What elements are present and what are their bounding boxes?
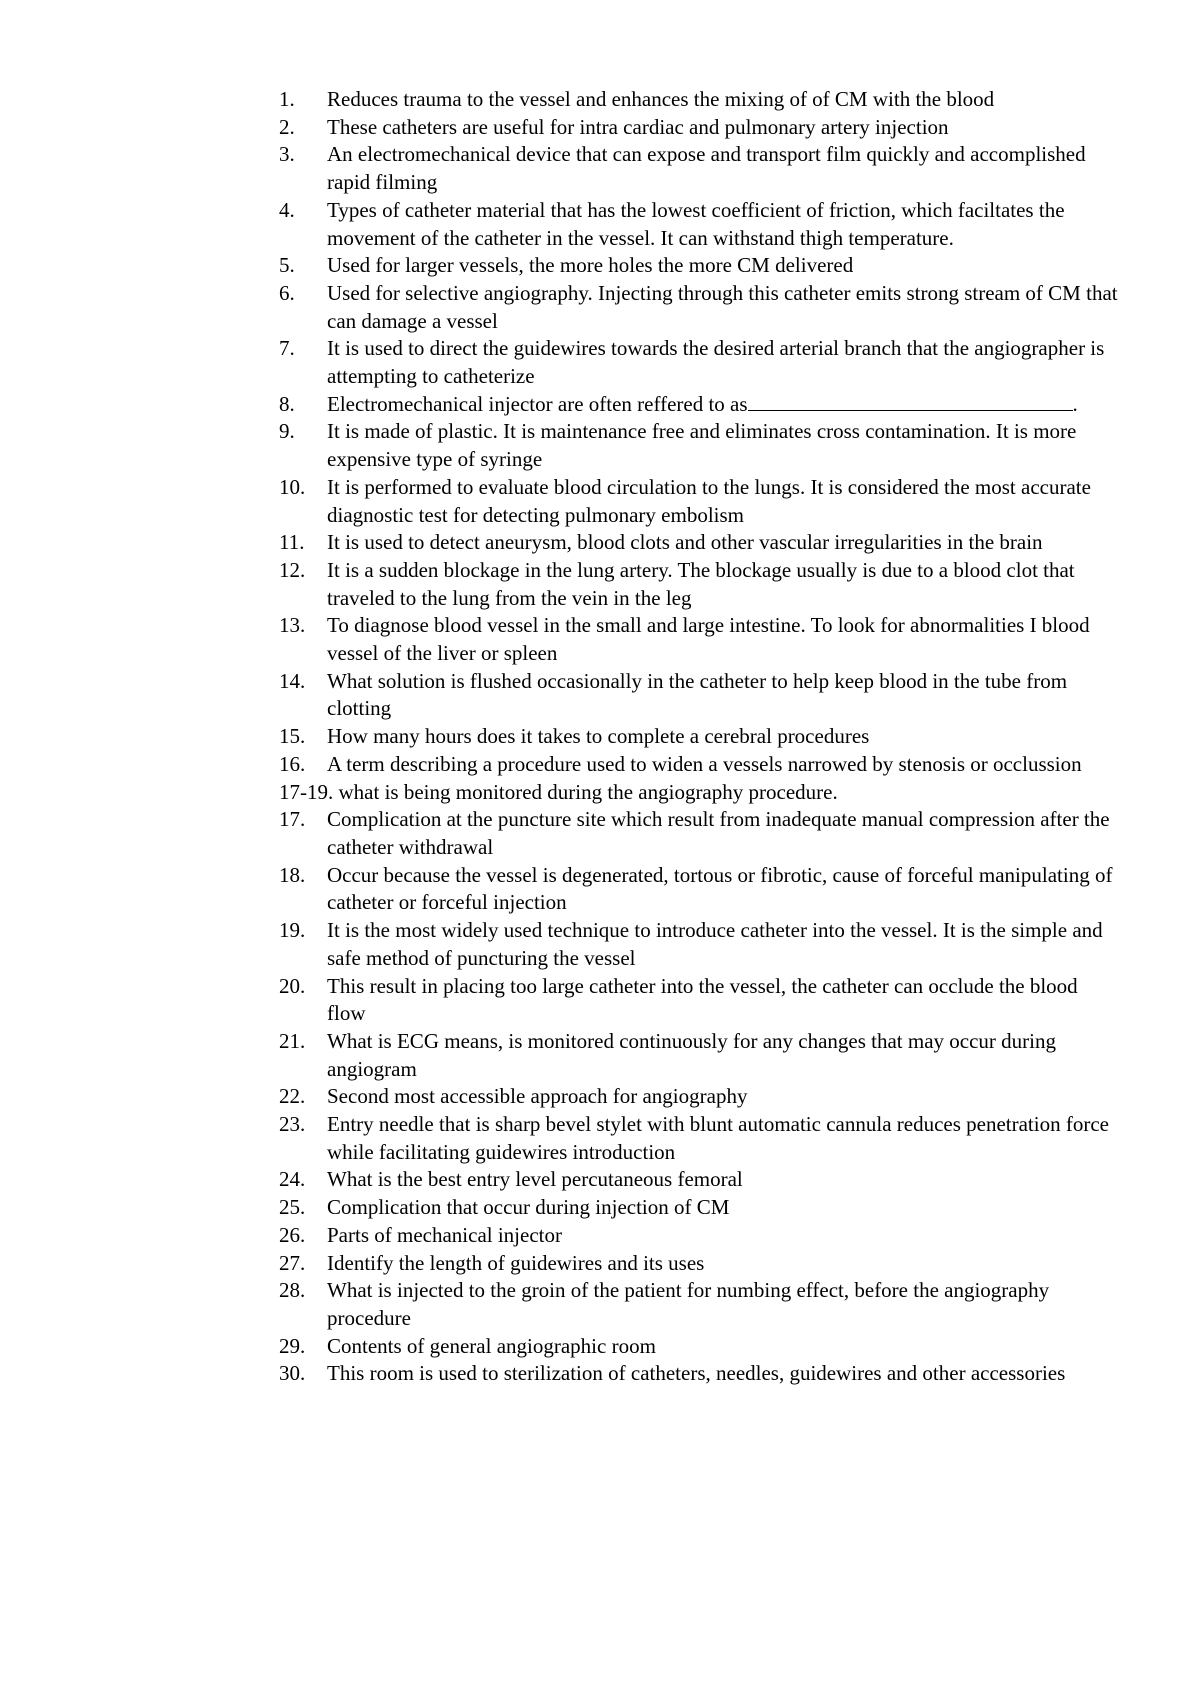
question-number: 19. xyxy=(279,918,306,943)
question-number: 25. xyxy=(279,1195,306,1220)
question-number: 22. xyxy=(279,1084,306,1109)
question-item xyxy=(279,1028,1119,1083)
question-number: 29. xyxy=(279,1333,306,1358)
question-item xyxy=(279,141,1119,196)
question-number: 3. xyxy=(279,142,295,167)
question-item xyxy=(279,668,1119,723)
question-text: It is a sudden blockage in the lung artery. The blockage usually is due to a blood clot that traveled to the lung from the vein in the leg xyxy=(327,557,1075,610)
question-text: Complication at the puncture site which result from inadequate manual compression after the catheter withdrawal xyxy=(327,807,1110,859)
question-text: Types of catheter material that has the lowest coefficient of friction, which faciltates the movement of the catheter in the vessel. It can withstand thigh temperature. xyxy=(327,197,1065,250)
question-text: It is the most widely used technique to introduce catheter into the vessel. It is the simple and safe method of puncturing the vessel xyxy=(327,918,1103,970)
question-text-with-blank xyxy=(327,391,1119,419)
question-item xyxy=(279,973,1119,1028)
question-item xyxy=(279,806,1119,861)
question-text: This room is used to sterilization of catheters, needles, guidewires and other accessories xyxy=(327,1361,1066,1386)
question-text: What is ECG means, is monitored continuously for any changes that may occur during angiogram xyxy=(327,1028,1057,1081)
question-number: 26. xyxy=(279,1222,306,1247)
question-item xyxy=(279,1194,1119,1222)
question-item xyxy=(279,529,1119,557)
question-item xyxy=(279,1222,1119,1250)
question-text: What is the best entry level percutaneous femoral xyxy=(327,1167,743,1192)
question-number: 10. xyxy=(279,474,306,499)
question-item xyxy=(279,1083,1119,1111)
question-number: 27. xyxy=(279,1250,306,1275)
question-number: 11. xyxy=(279,530,305,555)
question-number: 20. xyxy=(279,973,306,998)
question-item xyxy=(279,1333,1119,1361)
answer-blank xyxy=(748,392,1073,411)
question-text: Electromechanical injector are often reffered to as xyxy=(327,391,748,416)
question-text: Identify the length of guidewires and its uses xyxy=(327,1250,705,1275)
question-text: Parts of mechanical injector xyxy=(327,1222,562,1247)
question-text: It is used to direct the guidewires towards the desired arterial branch that the angiographer is attempting to catheterize xyxy=(327,336,1105,389)
question-text: Used for larger vessels, the more holes the more CM delivered xyxy=(327,253,854,278)
question-text: Complication that occur during injection of CM xyxy=(327,1195,730,1220)
question-text: To diagnose blood vessel in the small and large intestine. To look for abnormalities I blood vessel of the liver or spleen xyxy=(327,613,1090,666)
question-text: These catheters are useful for intra cardiac and pulmonary artery injection xyxy=(327,114,949,139)
question-item xyxy=(279,114,1119,142)
question-item xyxy=(279,391,1119,419)
question-item xyxy=(279,418,1119,473)
question-number: 6. xyxy=(279,280,295,305)
question-text: Entry needle that is sharp bevel stylet with blunt automatic cannula reduces penetration force while facilitating guidewires introduction xyxy=(327,1112,1109,1164)
question-number: 4. xyxy=(279,197,295,222)
question-text: What solution is flushed occasionally in the catheter to help keep blood in the tube from clotting xyxy=(327,668,1068,721)
question-number: 17-19. xyxy=(279,779,334,804)
question-number: 7. xyxy=(279,336,295,361)
question-item xyxy=(279,86,1119,114)
question-number: 17. xyxy=(279,807,306,832)
question-item xyxy=(279,1111,1119,1166)
question-text: It is used to detect aneurysm, blood clots and other vascular irregularities in the brain xyxy=(327,530,1043,555)
question-item xyxy=(279,1277,1119,1332)
question-number: 8. xyxy=(279,391,295,416)
question-item xyxy=(279,197,1119,252)
question-text: what is being monitored during the angiography procedure. xyxy=(338,779,838,804)
question-item xyxy=(279,557,1119,612)
question-number: 2. xyxy=(279,114,295,139)
question-number: 14. xyxy=(279,668,306,693)
question-number: 16. xyxy=(279,751,306,776)
question-item xyxy=(279,335,1119,390)
question-text: It is made of plastic. It is maintenance free and eliminates cross contamination. It is more expensive type of syringe xyxy=(327,419,1077,472)
question-item xyxy=(279,723,1119,751)
question-text: Second most accessible approach for angiography xyxy=(327,1084,748,1109)
question-number: 15. xyxy=(279,724,306,749)
question-item xyxy=(279,862,1119,917)
question-number: 5. xyxy=(279,253,295,278)
question-item xyxy=(279,474,1119,529)
question-text: What is injected to the groin of the patient for numbing effect, before the angiography procedure xyxy=(327,1278,1050,1330)
question-text: How many hours does it takes to complete a cerebral procedures xyxy=(327,724,870,749)
question-number: 24. xyxy=(279,1167,306,1192)
question-text: A term describing a procedure used to widen a vessels narrowed by stenosis or occlussion xyxy=(327,751,1082,776)
question-number: 23. xyxy=(279,1112,306,1137)
question-item xyxy=(279,1166,1119,1194)
question-item xyxy=(279,280,1119,335)
question-suffix: . xyxy=(1072,391,1078,416)
question-number: 9. xyxy=(279,419,295,444)
question-number: 18. xyxy=(279,862,306,887)
question-item xyxy=(279,1250,1119,1278)
question-number: 21. xyxy=(279,1028,306,1053)
question-text: It is performed to evaluate blood circulation to the lungs. It is considered the most accurate diagnostic test for detecting pulmonary embolism xyxy=(327,474,1091,527)
question-list xyxy=(279,86,1119,1388)
question-item xyxy=(279,612,1119,667)
question-item xyxy=(279,751,1119,779)
question-item xyxy=(279,252,1119,280)
question-text: This result in placing too large catheter into the vessel, the catheter can occlude the blood flow xyxy=(327,973,1078,1026)
question-item xyxy=(279,917,1119,972)
question-item xyxy=(279,1360,1119,1388)
question-text: Reduces trauma to the vessel and enhances the mixing of of CM with the blood xyxy=(327,87,995,111)
question-number: 30. xyxy=(279,1361,306,1386)
question-group-note xyxy=(279,779,1119,807)
question-text: An electromechanical device that can expose and transport film quickly and accomplished rapid filming xyxy=(327,142,1086,195)
question-text: Occur because the vessel is degenerated, tortous or fibrotic, cause of forceful manipulating of catheter or forceful injection xyxy=(327,862,1113,915)
question-text: Contents of general angiographic room xyxy=(327,1333,656,1358)
question-number: 13. xyxy=(279,613,306,638)
question-text: Used for selective angiography. Injecting through this catheter emits strong stream of CM that can damage a vessel xyxy=(327,280,1118,333)
question-number: 28. xyxy=(279,1278,306,1303)
question-number: 12. xyxy=(279,557,306,582)
question-number: 1. xyxy=(279,87,295,111)
